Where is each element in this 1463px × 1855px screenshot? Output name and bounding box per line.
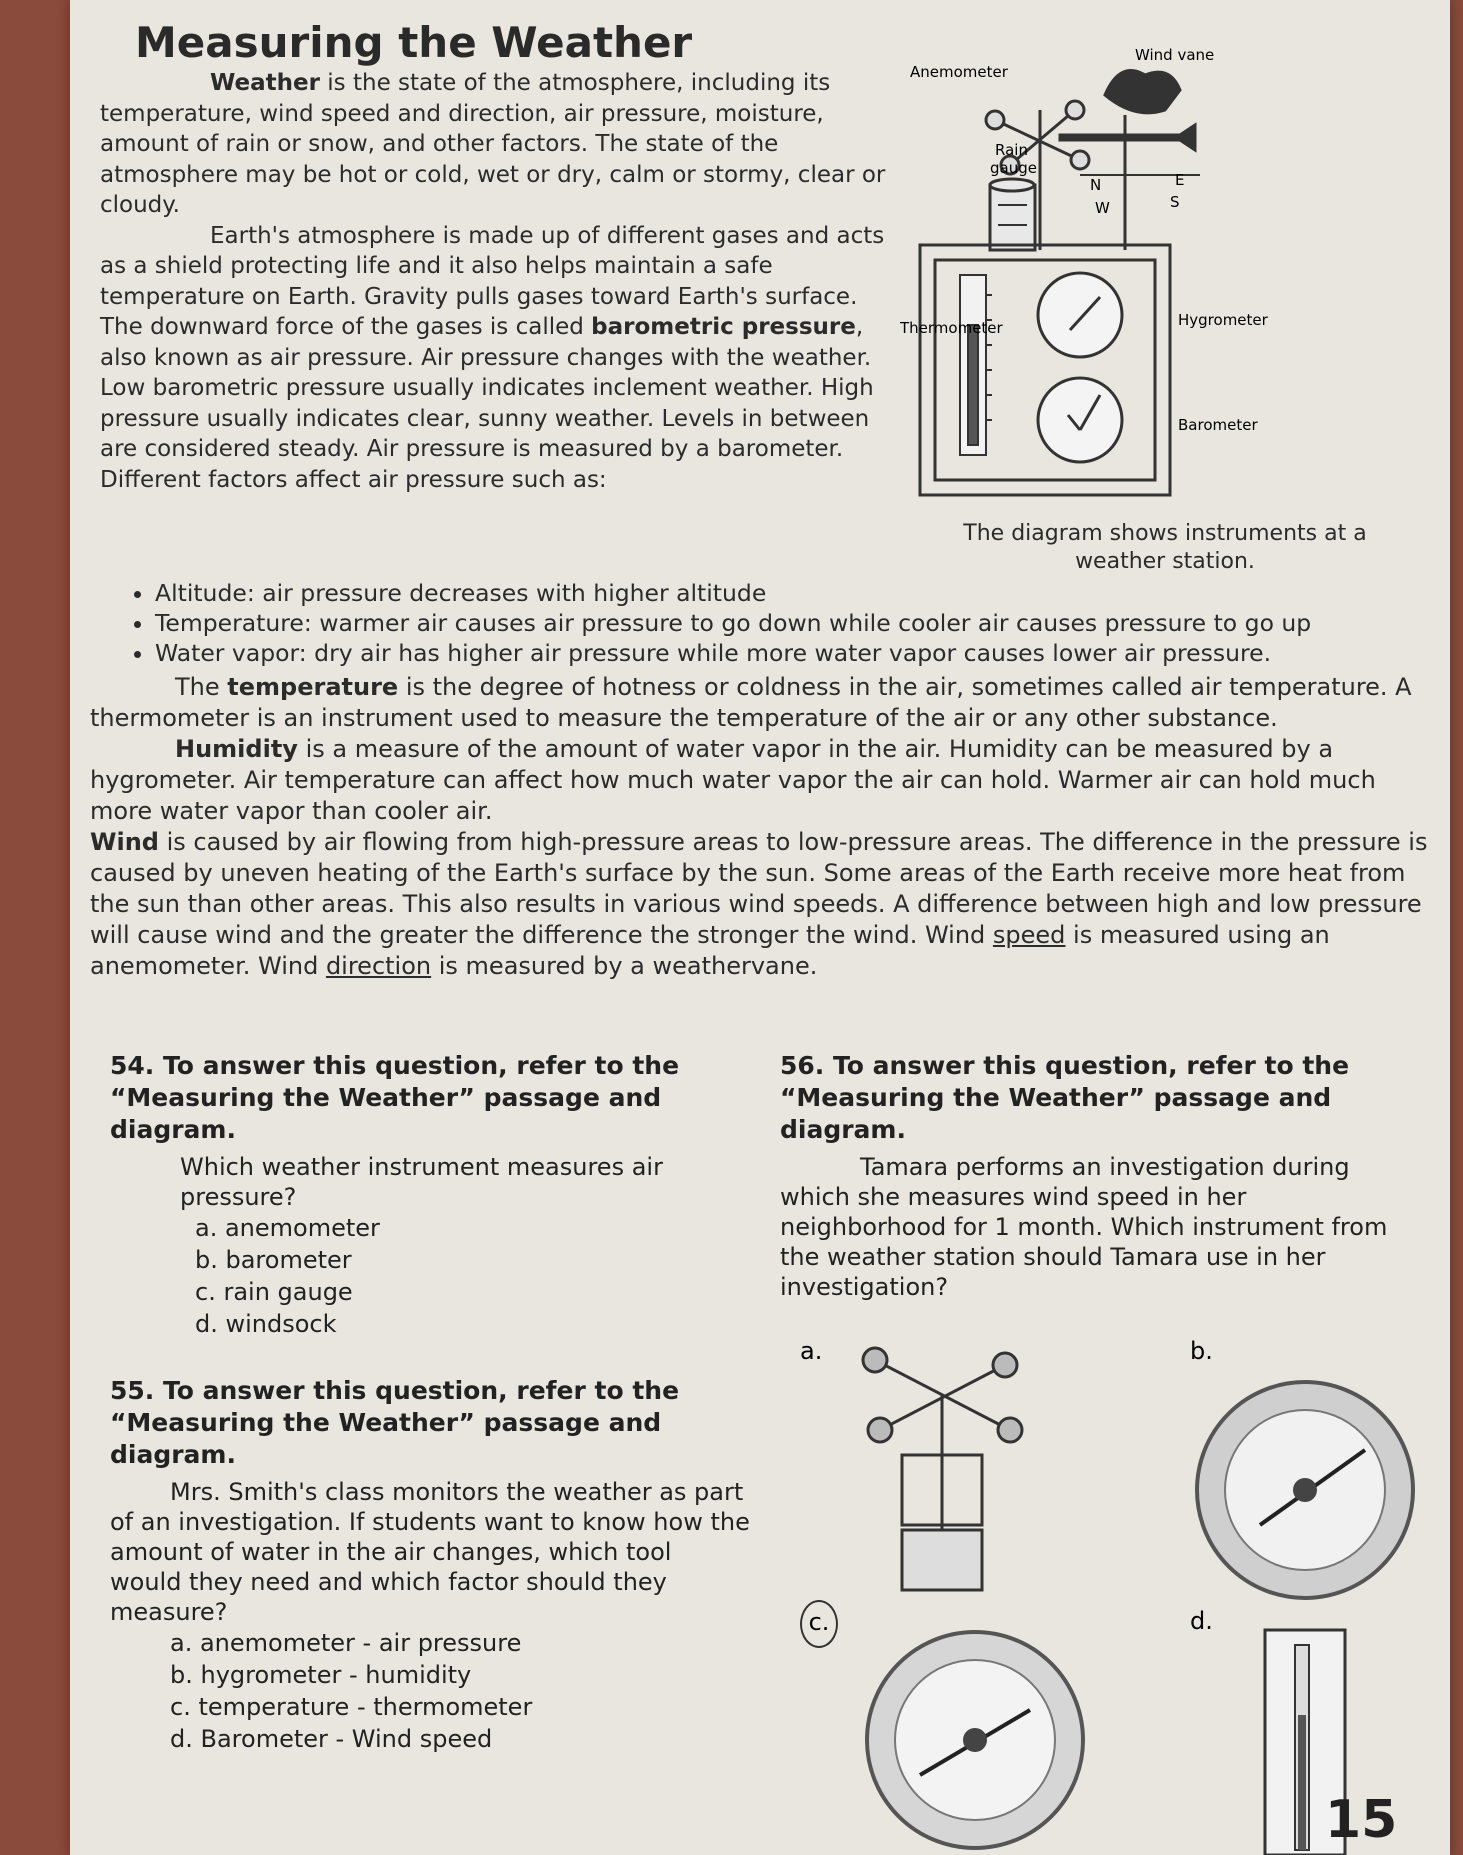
compass-n: N [1090, 176, 1102, 194]
compass-s: S [1170, 193, 1180, 211]
worksheet-page [70, 0, 1450, 1855]
hygrometer-icon [1038, 273, 1122, 357]
question-56-option-c[interactable]: c. [800, 1600, 838, 1648]
thermometer-icon [960, 275, 992, 455]
weather-term: Weather [210, 70, 320, 96]
rain-gauge-label-1: Rain [995, 141, 1028, 159]
list-item: • Water vapor: dry air has higher air pressure while more water vapor causes lower air pressure. [155, 638, 1425, 668]
diagram-caption-line-1: The diagram shows instruments at a [963, 521, 1367, 546]
instrument-box-icon [920, 245, 1170, 495]
wind-speed-term: speed [992, 921, 1066, 949]
intro-text [100, 68, 900, 495]
temperature-term: temperature [227, 673, 399, 701]
temperature-definition: is the degree of hotness or coldness in the air, sometimes called air temperature. A thermometer is an instrument used to measure the temperature of the air or any other substance. [90, 673, 1412, 732]
question-54-text: Which weather instrument measures air pressure? [180, 1153, 663, 1211]
page-title: Measuring the Weather [135, 18, 693, 67]
temperature-paragraph [90, 672, 1430, 734]
wind-text-c: is measured by a weathervane. [431, 952, 818, 980]
question-55-option-a[interactable]: a. anemometer - air pressure [170, 1629, 522, 1657]
question-56-option-d[interactable]: d. [1190, 1607, 1213, 1635]
question-54-option-a[interactable]: a. anemometer [195, 1214, 380, 1242]
option-c-hygrometer-icon[interactable] [860, 1625, 1090, 1855]
pressure-factors-list [115, 578, 1425, 668]
weather-paragraph [100, 68, 900, 221]
question-54-option-d[interactable]: d. windsock [195, 1310, 337, 1338]
weather-definition: is the state of the atmosphere, including its temperature, wind speed and direction, air pressure, moisture, amount of rain or snow, and other factors. The state of the atmosphere may be hot or cold, wet or dry, calm or stormy, clear or cloudy. [100, 70, 886, 218]
wind-vane-label: Wind vane [1135, 46, 1215, 64]
wind-direction-term: direction [325, 952, 432, 980]
question-56 [780, 1050, 1420, 1302]
pressure-paragraph [100, 221, 900, 496]
thermometer-label: Thermometer [900, 319, 1003, 337]
anemometer-label: Anemometer [910, 63, 1008, 81]
lower-text [90, 672, 1430, 982]
diagram-caption-line-2: weather station. [1075, 549, 1255, 574]
wind-term: Wind [90, 828, 159, 856]
question-55-prompt: 55. To answer this question, refer to the “Measuring the Weather” passage and diagram. [110, 1376, 680, 1469]
barometer-icon [1038, 378, 1122, 462]
page-number: 15 [1325, 1790, 1398, 1850]
question-55-text: Mrs. Smith's class monitors the weather as part of an investigation. If students want to know how the amount of water in the air changes, which tool would they need and which factor should they measure? [110, 1478, 750, 1626]
humidity-paragraph [90, 734, 1430, 827]
question-56-text: Tamara performs an investigation during which she measures wind speed in her neighborhood for 1 month. Which instrument from the weather station should Tamara use in her investigation? [780, 1153, 1388, 1301]
question-54-option-c[interactable]: c. rain gauge [195, 1278, 353, 1306]
question-56-options [800, 1335, 1420, 1855]
question-55-option-d[interactable]: d. Barometer - Wind speed [170, 1725, 493, 1753]
pressure-text-b: , also known as air pressure. Air pressure changes with the weather. Low barometric pressure usually indicates inclement weather. High pressure usually indicates clear, sunny weather. Levels in between are considered steady. Air pressure is measured by a barometer. Different factors affect air pressure such as: [100, 314, 874, 493]
option-a-anemometer-icon[interactable] [840, 1335, 1050, 1595]
wind-paragraph [90, 827, 1430, 982]
question-55-option-c[interactable]: c. temperature - thermometer [170, 1693, 533, 1721]
question-54-option-b[interactable]: b. barometer [195, 1246, 352, 1274]
barometric-pressure-term: barometric pressure [591, 314, 856, 340]
option-b-barometer-icon[interactable] [1190, 1375, 1420, 1605]
question-56-prompt: 56. To answer this question, refer to the “Measuring the Weather” passage and diagram. [780, 1051, 1350, 1144]
wind-text-a: is caused by air flowing from high-pressure areas to low-pressure areas. The difference in the pressure is caused by uneven heating of the Earth's surface by the sun. Some areas of the Earth receive more heat from the sun than other areas. This also results in various wind speeds. A difference between high and low pressure will cause wind and the greater the difference the stronger the wind. Wind [90, 828, 1428, 949]
question-56-option-b[interactable]: b. [1190, 1337, 1213, 1365]
humidity-definition: is a measure of the amount of water vapor in the air. Humidity can be measured by a hygrometer. Air temperature can affect how much water vapor the air can hold. Warmer air can hold much more water vapor than cooler air. [90, 735, 1376, 825]
list-item: • Temperature: warmer air causes air pressure to go down while cooler air causes pressure to go up [155, 608, 1425, 638]
question-54-prompt: 54. To answer this question, refer to the “Measuring the Weather” passage and diagram. [110, 1051, 680, 1144]
barometer-label: Barometer [1178, 416, 1258, 434]
list-item: • Altitude: air pressure decreases with higher altitude [155, 578, 1425, 608]
question-54 [110, 1050, 750, 1340]
question-55 [110, 1375, 750, 1755]
rain-gauge-label-2: gauge [990, 159, 1037, 177]
weather-station-diagram [900, 35, 1430, 505]
wind-text-b: is measured using an anemometer. Wind [90, 921, 1330, 980]
temperature-lead: The [175, 673, 228, 701]
question-56-option-a[interactable]: a. [800, 1337, 823, 1365]
compass-w: W [1095, 199, 1110, 217]
hygrometer-label: Hygrometer [1178, 311, 1268, 329]
rain-gauge-icon [990, 179, 1035, 250]
question-55-option-b[interactable]: b. hygrometer - humidity [170, 1661, 472, 1689]
diagram-caption [905, 520, 1425, 576]
compass-e: E [1175, 171, 1185, 189]
pressure-text-a: Earth's atmosphere is made up of different gases and acts as a shield protecting life and it also helps maintain a safe temperature on Earth. Gravity pulls gases toward Earth's surface. The downward force of the gases is called [100, 222, 885, 340]
humidity-term: Humidity [175, 735, 298, 763]
